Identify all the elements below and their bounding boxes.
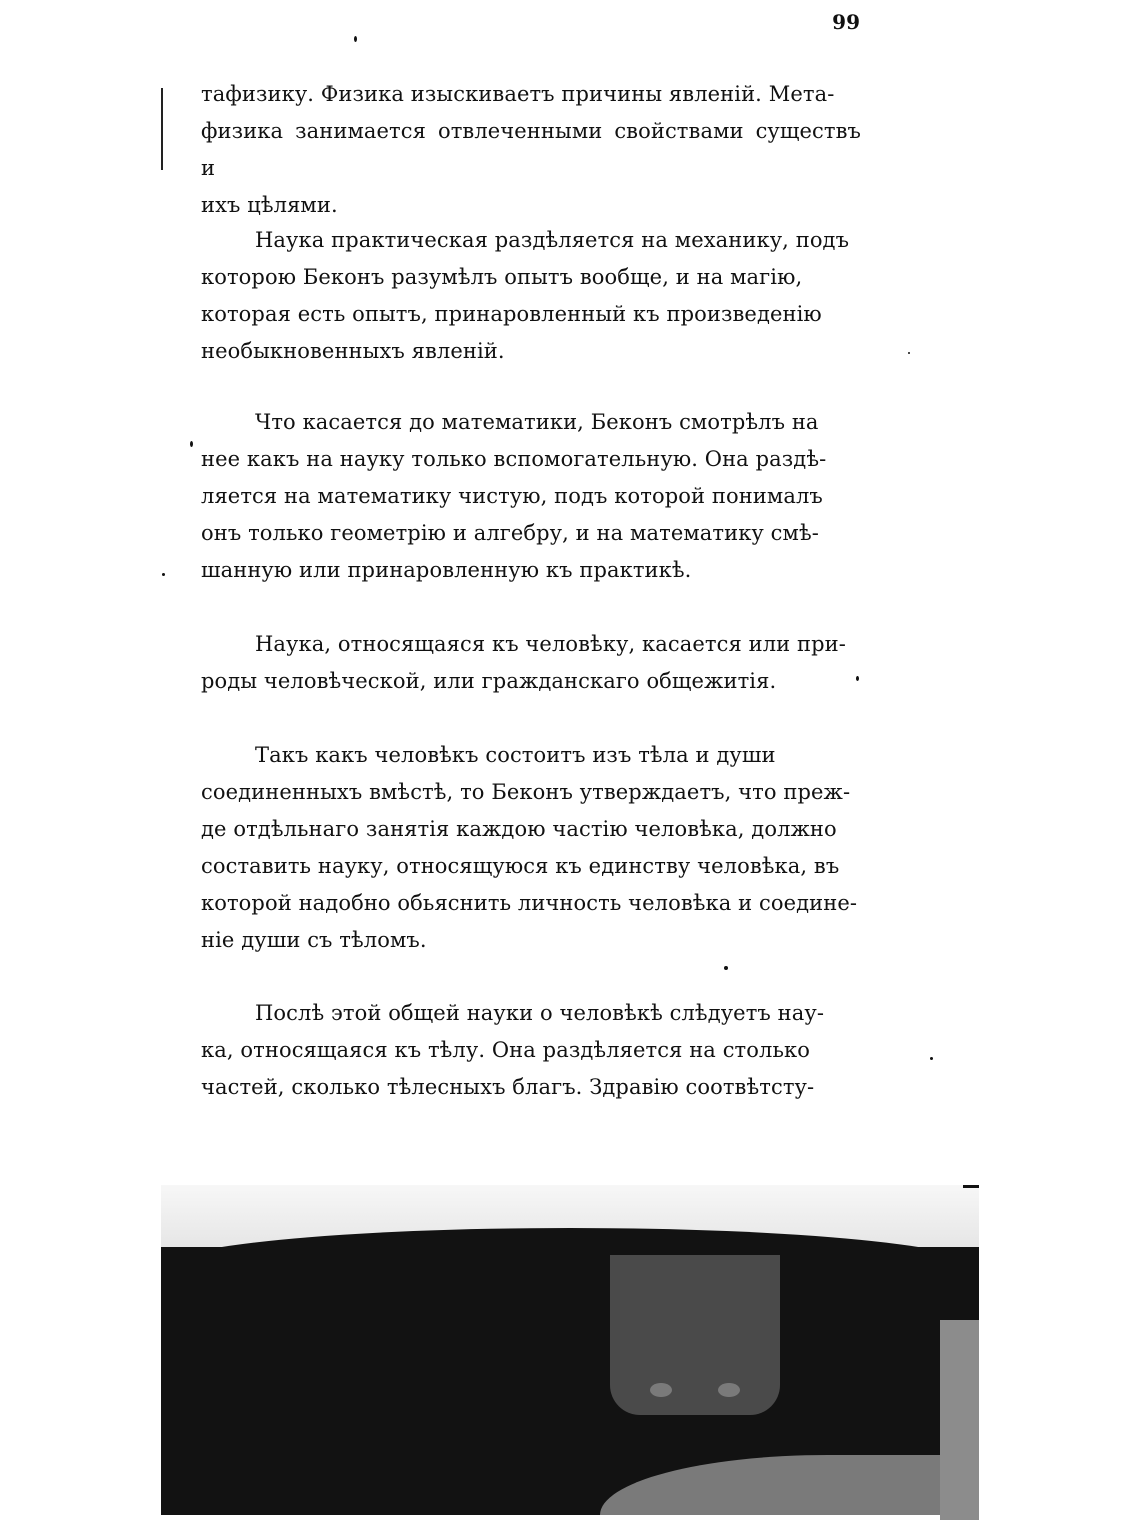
line: ка, относящаяся къ тѣлу. Она раздѣляется на столько — [201, 1038, 810, 1062]
line: частей, сколько тѣлесныхъ благъ. Здравію соотвѣтсту- — [201, 1075, 815, 1099]
line: ихъ цѣлями. — [201, 193, 338, 217]
line: де отдѣльнаго занятія каждою частію человѣка, должно — [201, 817, 837, 841]
line: онъ только геометрію и алгебру, и на математику смѣ- — [201, 521, 819, 545]
line: ніе души съ тѣломъ. — [201, 928, 427, 952]
scanner-clamp-eye — [650, 1383, 672, 1397]
scan-edge-mark — [963, 1185, 979, 1188]
paragraph-3 — [201, 404, 861, 589]
scan-grey-side — [940, 1320, 979, 1520]
scan-speck — [856, 676, 859, 681]
paragraph-1 — [201, 76, 861, 224]
page-number: 99 — [832, 10, 860, 34]
paragraph-4 — [201, 626, 861, 700]
scan-speck — [354, 36, 357, 42]
scanner-clamp-eye — [718, 1383, 740, 1397]
line: тафизику. Физика изыскиваетъ причины явленій. Мета- — [201, 82, 835, 106]
line: нее какъ на науку только вспомогательную. Она раздѣ- — [201, 447, 827, 471]
scan-speck — [930, 1057, 933, 1060]
line: Послѣ этой общей науки о человѣкѣ слѣдуетъ нау- — [255, 1001, 825, 1025]
line: роды человѣческой, или гражданскаго общежитія. — [201, 669, 777, 693]
line: Что касается до математики, Беконъ смотрѣлъ на — [255, 410, 819, 434]
margin-line — [161, 88, 163, 170]
line: шанную или принаровленную къ практикѣ. — [201, 558, 692, 582]
scan-speck — [724, 966, 728, 970]
scan-speck — [908, 352, 910, 354]
scanner-clamp — [610, 1255, 780, 1415]
scan-speck — [162, 573, 165, 576]
line: составить науку, относящуюся къ единству человѣка, въ — [201, 854, 840, 878]
line: которою Беконъ разумѣлъ опытъ вообще, и на магію, — [201, 265, 803, 289]
line: которая есть опытъ, принаровленный къ произведенію — [201, 302, 822, 326]
line: физика занимается отвлеченными свойствами существъ и — [201, 119, 861, 180]
paragraph-5 — [201, 737, 861, 959]
line: Такъ какъ человѣкъ состоитъ изъ тѣла и души — [255, 743, 776, 767]
paragraph-6 — [201, 995, 861, 1106]
line: Наука, относящаяся къ человѣку, касается или при- — [255, 632, 846, 656]
paragraph-2 — [201, 222, 861, 370]
scan-speck — [190, 441, 193, 447]
line: Наука практическая раздѣляется на механику, подъ — [255, 228, 850, 252]
line: ляется на математику чистую, подъ которой понималъ — [201, 484, 823, 508]
line: которой надобно обьяснить личность человѣка и соедине- — [201, 891, 858, 915]
line: необыкновенныхъ явленій. — [201, 339, 505, 363]
line: соединенныхъ вмѣстѣ, то Беконъ утверждаетъ, что преж- — [201, 780, 851, 804]
